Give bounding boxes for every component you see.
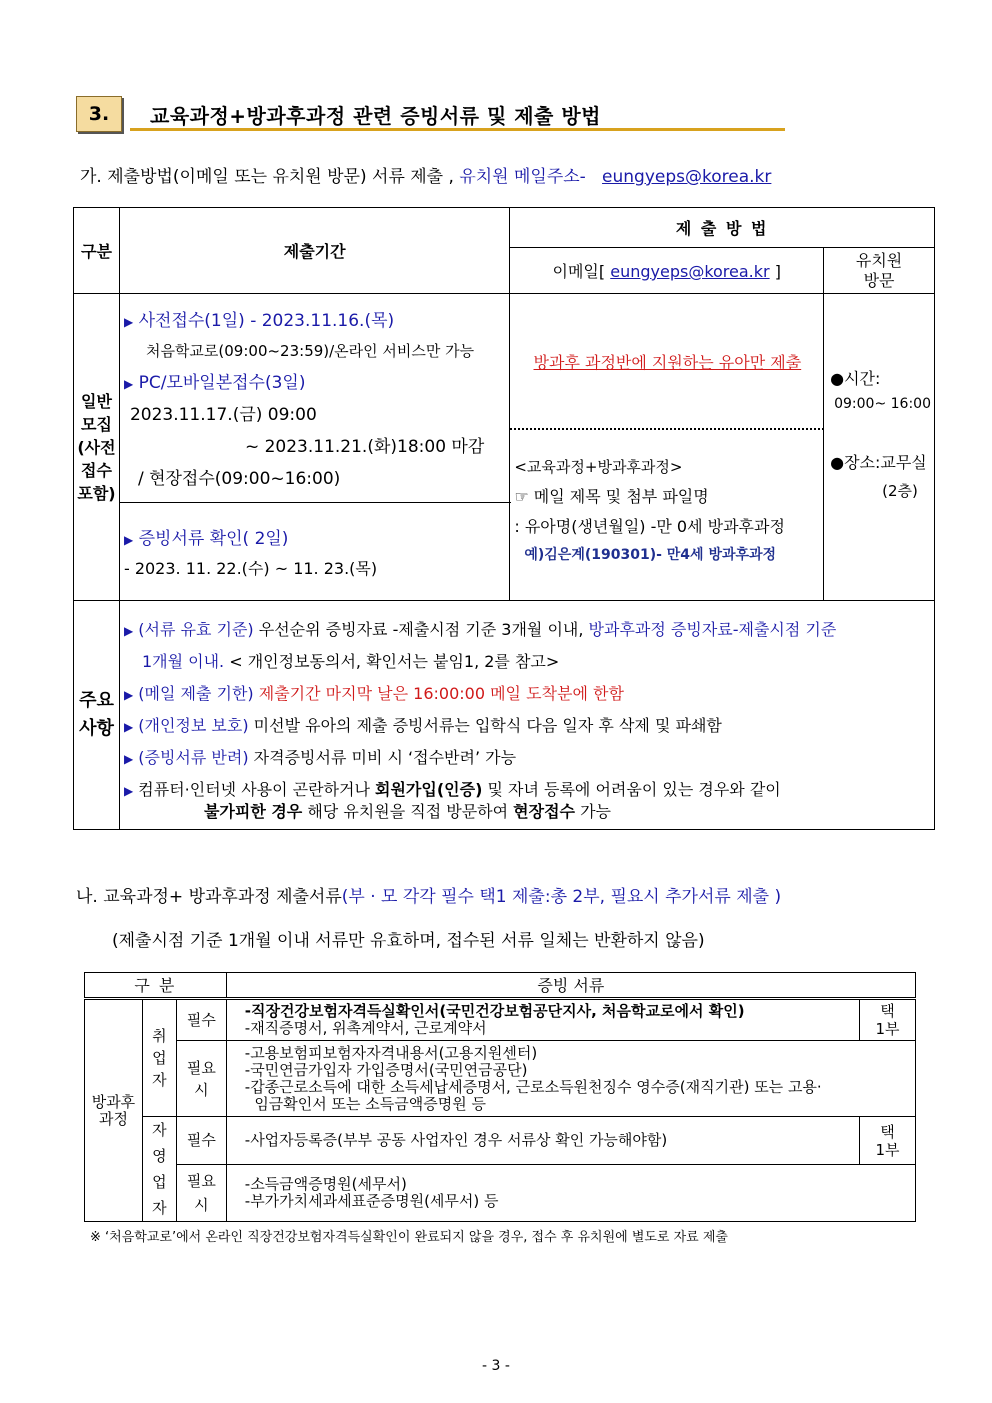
submission-table	[73, 207, 935, 830]
note-onsite	[124, 777, 781, 800]
employed-required-doc-1: -직장건강보험자격득실확인서(국민건강보험공단지사, 처음학교로에서 확인)	[244, 1002, 745, 1020]
employed-required-docs	[226, 999, 859, 1041]
bullet-icon: ▶	[123, 624, 134, 638]
notes-cell	[119, 601, 934, 830]
bullet-icon: ▶	[123, 688, 134, 702]
email-label: 이메일[	[552, 262, 606, 281]
pre-registration-title: 사전접수(1일) - 2023.11.16.(목)	[138, 311, 395, 331]
note-onsite-d: 불가피한 경우	[203, 802, 303, 821]
employed-required-label: 필수	[176, 999, 226, 1041]
note-return	[124, 745, 516, 768]
general-period-cell	[119, 294, 509, 601]
pc-registration-title: PC/모바일본접수(3일)	[138, 373, 306, 393]
submission-method-line	[80, 162, 771, 187]
note-return-text: 자격증빙서류 미비 시 ‘접수반려’ 가능	[248, 748, 517, 767]
employed-optional-doc-3: -갑종근로소득에 대한 소득세납세증명서, 근로소득원천징수 영수증(재직기관) 또는 고용·	[244, 1077, 822, 1096]
employed-optional-doc-1: -고용보험피보험자자격내용서(고용지원센터)	[244, 1043, 538, 1062]
note-onsite-e: 해당 유치원을 직접 방문하여	[302, 802, 514, 821]
note-privacy	[124, 713, 722, 736]
note-onsite-cont	[204, 799, 611, 822]
self-required-doc: -사업자등록증(부부 공동 사업자인 경우 서류상 확인 가능해야함)	[226, 1117, 859, 1165]
section-number: 3.	[76, 96, 122, 132]
section-underline	[130, 128, 785, 131]
page-number: - 3 -	[482, 1358, 510, 1374]
footnote: ※ ‘처음학교로’에서 온라인 직장건강보험자격득실확인이 완료되지 않을 경우, 접수 후 유치원에 별도로 자료 제출	[90, 1230, 728, 1245]
note-onsite-b: 회원가입(인증)	[375, 780, 483, 799]
note-mail-deadline-text: 제출기간 마지막 날은 16:00:00 메일 도착분에 한함	[253, 684, 624, 703]
note-validity-text: 우선순위 증빙자료 -제출시점 기준 3개월 이내,	[253, 620, 589, 639]
self-pick-one: 택 1부	[860, 1117, 916, 1165]
pc-date-start: 2023.11.17.(금) 09:00	[129, 405, 317, 425]
group-employed: 취 업 자	[142, 999, 176, 1117]
note-validity-ref: < 개인정보동의서, 확인서는 붙임1, 2를 참고>	[224, 652, 560, 671]
note-onsite-f: 현장접수	[513, 802, 575, 821]
doc-check-title: 증빙서류 확인( 2일)	[138, 529, 289, 549]
bullet-icon: ▶	[123, 720, 134, 734]
email-example: 예)김은계(190301)- 만4세 방과후과정	[524, 547, 777, 563]
bullet-icon: ▶	[123, 752, 134, 766]
note-validity-month: 1개월 이내.	[141, 652, 225, 671]
group-self-employed: 자 영 업 자	[142, 1117, 176, 1222]
row-notes-label: 주요 사항	[74, 601, 120, 830]
header-visit: 유치원 방문	[824, 248, 935, 294]
pre-registration-note: 처음학교로(09:00~23:59)/온라인 서비스만 가능	[145, 342, 475, 360]
bullet-icon: ▶	[123, 784, 134, 798]
note-privacy-label: (개인정보 보호)	[138, 716, 249, 735]
bullet-icon: ▶	[123, 315, 134, 329]
email-course: <교육과정+방과후과정>	[514, 458, 683, 476]
period-divider	[120, 502, 511, 503]
documents-validity-note: (제출시점 기준 1개월 이내 서류만 유효하며, 접수된 서류 일체는 반환하지 않음)	[112, 931, 705, 951]
bullet-icon: ▶	[123, 377, 134, 391]
note-onsite-g: 가능	[575, 802, 611, 821]
bullet-icon: ▶	[123, 533, 134, 547]
note-validity-cont	[142, 649, 559, 672]
employed-optional-doc-4: 임금확인서 또는 소득금액증명원 등	[244, 1094, 486, 1113]
employed-required-doc-2: -재직증명서, 위촉계약서, 근로계약서	[244, 1019, 487, 1037]
note-return-label: (증빙서류 반려)	[138, 748, 249, 767]
documents-heading	[76, 882, 781, 907]
pre-registration	[124, 306, 394, 331]
documents-table	[84, 972, 916, 1222]
employed-pick-one: 택 1부	[860, 999, 916, 1041]
self-optional-doc-2: -부가가치세과세표준증명원(세무서) 등	[244, 1192, 499, 1211]
visit-time: 09:00~ 16:00	[834, 396, 931, 412]
group-afterschool: 방과후 과정	[85, 999, 143, 1222]
general-email-cell	[510, 294, 824, 601]
email-filename-rule: : 유아명(생년월일) -만 0세 방과후과정	[514, 517, 785, 536]
header-email	[510, 248, 824, 294]
visit-place-label: ●장소:교무실	[830, 453, 927, 472]
pc-date-end: ~ 2023.11.21.(화)18:00 마감	[244, 437, 485, 457]
employed-optional-docs	[226, 1041, 915, 1117]
section-title: 교육과정+방과후과정 관련 증빙서류 및 제출 방법	[150, 104, 601, 128]
note-privacy-text: 미선발 유아의 제출 증빙서류는 입학식 다음 일자 후 삭제 및 파쇄함	[248, 716, 722, 735]
header-doc-category: 구 분	[85, 973, 227, 999]
documents-heading-text: 나. 교육과정+ 방과후과정 제출서류	[76, 887, 342, 907]
header-doc-list: 증빙 서류	[226, 973, 915, 999]
self-optional-docs	[226, 1165, 915, 1222]
doc-check	[124, 524, 288, 549]
onsite-registration: / 현장접수(09:00~16:00)	[137, 469, 341, 489]
note-validity-label: (서류 유효 기준)	[138, 620, 254, 639]
employed-optional-doc-2: -국민연금가입자 가입증명서(국민연금공단)	[244, 1060, 528, 1079]
visit-time-label: ●시간:	[830, 369, 881, 388]
email-divider	[510, 428, 824, 430]
note-onsite-c: 및 자녀 등록에 어려움이 있는 경우와 같이	[482, 780, 781, 799]
pc-registration	[124, 368, 306, 393]
documents-heading-note: (부 · 모 각각 필수 택1 제출:총 2부, 필요시 추가서류 제출 )	[341, 887, 782, 907]
self-optional-label: 필요 시	[176, 1165, 226, 1222]
header-period: 제출기간	[119, 208, 509, 294]
visit-place: (2층)	[882, 482, 918, 500]
header-category: 구분	[74, 208, 120, 294]
note-mail-deadline-label: (메일 제출 기한)	[138, 684, 254, 703]
email-close: ]	[774, 262, 781, 281]
row-general-label: 일반 모집 (사전 접수 포함)	[74, 294, 120, 601]
email-subject-rule: ☞ 메일 제목 및 첨부 파일명	[514, 487, 709, 506]
mail-label: 유치원 메일주소-	[459, 167, 586, 187]
note-onsite-a: 컴퓨터·인터넷 사용이 곤란하거나	[138, 780, 376, 799]
submission-method-text: 가. 제출방법(이메일 또는 유치원 방문) 서류 제출 ,	[80, 167, 454, 187]
header-email-link[interactable]: eungyeps@korea.kr	[610, 262, 770, 281]
self-required-label: 필수	[176, 1117, 226, 1165]
note-validity-after: 방과후과정 증빙자료-제출시점 기준	[588, 620, 837, 639]
employed-optional-label: 필요 시	[176, 1041, 226, 1117]
email-link[interactable]: eungyeps@korea.kr	[602, 167, 772, 187]
header-method: 제 출 방 법	[510, 208, 935, 248]
note-mail-deadline	[124, 681, 624, 704]
self-optional-doc-1: -소득금액증명원(세무서)	[244, 1175, 407, 1194]
email-target-note: 방과후 과정반에 지원하는 유아만 제출	[533, 353, 802, 372]
note-validity	[124, 617, 836, 640]
doc-check-date: - 2023. 11. 22.(수) ~ 11. 23.(목)	[123, 559, 378, 578]
general-visit-cell	[824, 294, 935, 601]
